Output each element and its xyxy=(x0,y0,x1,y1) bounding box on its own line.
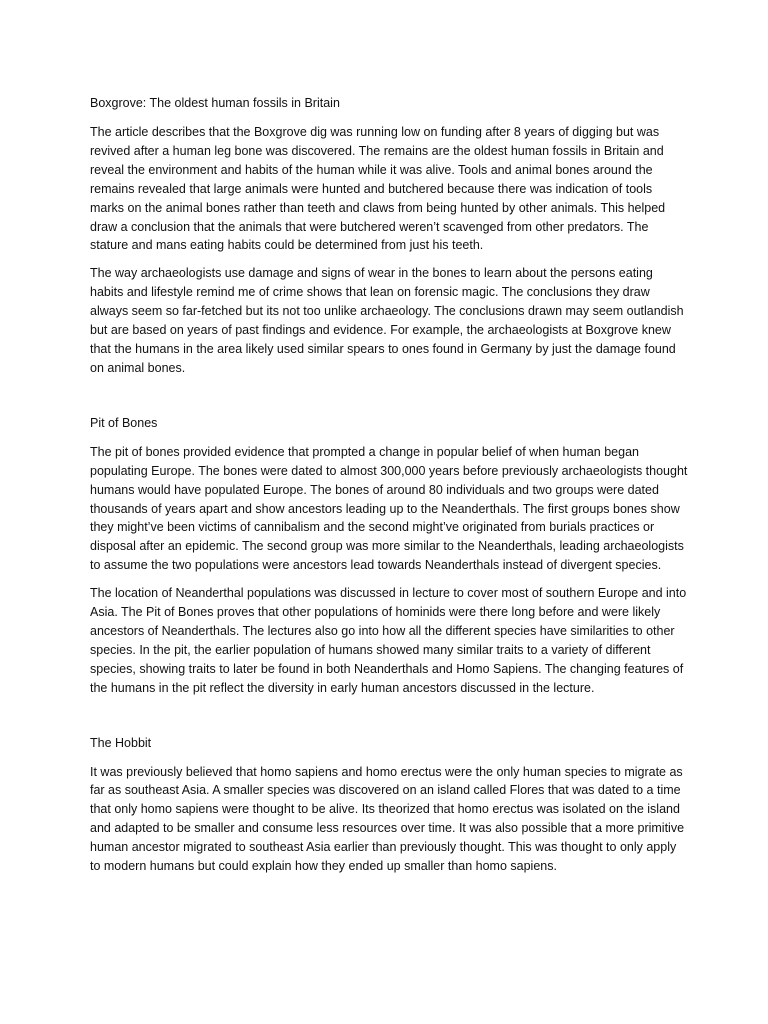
section-the-hobbit xyxy=(90,734,688,876)
paragraph: It was previously believed that homo sapiens and homo erectus were the only human species to migrate as far as southeast Asia. A smaller species was discovered on an island called Flores that was dated to a time that only homo sapiens were thought to be alive. Its theorized that homo erectus was isolated on the island and adapted to be smaller and consume less resources over time. It was also possible that a more primitive human ancestor migrated to southeast Asia earlier than previously thought. This was thought to only apply to modern humans but could explain how they ended up smaller than homo sapiens. xyxy=(90,764,685,874)
paragraph: The location of Neanderthal populations was discussed in lecture to cover most of southern Europe and into Asia. The Pit of Bones proves that other populations of hominids were there long before and were likely ancestors of Neanderthals. The lectures also go into how all the different species have similarities to other species. In the pit, the earlier population of humans showed many similar traits to a variety of different species, showing traits to later be found in both Neanderthals and Homo Sapiens. The changing features of the humans in the pit reflect the diversity in early human ancestors discussed in the lecture. xyxy=(90,586,687,695)
section-title: The Hobbit xyxy=(90,735,152,750)
section-boxgrove xyxy=(90,94,688,378)
paragraph: The way archaeologists use damage and signs of wear in the bones to learn about the persons eating habits and lifestyle remind me of crime shows that lean on forensic magic. The conclusions they draw always seem so far-fetched but its not too unlike archaeology. The conclusions drawn may seem outlandish but are based on years of past findings and evidence. For example, the archaeologists at Boxgrove knew that the humans in the area likely used similar spears to ones found in Germany by just the damage found on animal bones. xyxy=(90,266,684,375)
section-title: Boxgrove: The oldest human fossils in Britain xyxy=(90,96,340,110)
paragraph: The pit of bones provided evidence that prompted a change in popular belief of when human began populating Europe. The bones were dated to almost 300,000 years before previously archaeologists thought humans would have populated Europe. The bones of around 80 individuals and two groups were dated thousands of years apart and show ancestors leading up to the Neanderthals. The first groups bones show they might’ve been victims of cannibalism and the second might’ve originated from burials practices or disposal after an epidemic. The second group was more similar to the Neanderthals, leading archaeologists to assume the two populations were ancestors lead towards Neanderthals instead of divergent species. xyxy=(90,444,688,573)
section-pit-of-bones xyxy=(90,414,688,698)
section-spacer xyxy=(90,387,688,414)
section-title: Pit of Bones xyxy=(90,415,158,430)
section-spacer xyxy=(90,707,688,734)
paragraph: The article describes that the Boxgrove dig was running low on funding after 8 years of digging but was revived after a human leg bone was discovered. The remains are the oldest human fossils in Britain and reveal the environment and habits of the human while it was alive. Tools and animal bones around the remains revealed that large animals were hunted and butchered because there was indication of tools marks on the animal bones rather than teeth and claws from being hunted by other animals. This helped draw a conclusion that the animals that were butchered weren’t scavenged from other predators. The stature and mans eating habits could be determined from just his teeth. xyxy=(90,125,666,253)
